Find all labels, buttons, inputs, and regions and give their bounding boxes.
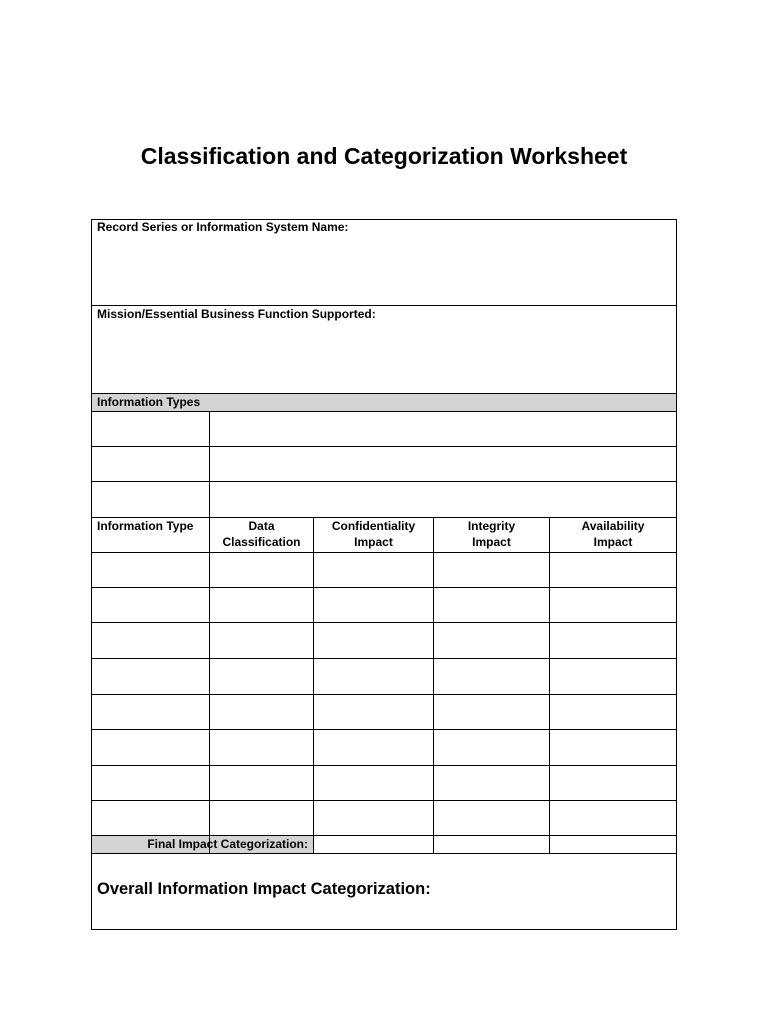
integrity-impact-cell[interactable] [434,695,549,729]
information-type-cell[interactable] [92,766,209,800]
record-series-field[interactable] [92,237,676,305]
confidentiality-impact-cell[interactable] [314,588,433,622]
data-classification-cell[interactable] [210,553,313,587]
availability-impact-cell[interactable] [550,553,676,587]
column-header-line: Data [248,519,275,533]
confidentiality-impact-cell[interactable] [314,659,433,694]
information-type-cell[interactable] [92,801,209,835]
overall-impact-label: Overall Information Impact Categorization: [97,880,431,898]
availability-impact-cell[interactable] [550,766,676,800]
integrity-impact-cell[interactable] [434,623,549,658]
availability-impact-cell[interactable] [550,695,676,729]
column-header-information-type [92,518,209,534]
confidentiality-impact-cell[interactable] [314,766,433,800]
column-header-availability-impact [550,518,676,550]
confidentiality-impact-cell[interactable] [314,730,433,765]
info-type-description-cell[interactable] [210,412,676,445]
column-header-confidentiality-impact [314,518,433,550]
data-classification-cell[interactable] [210,623,313,658]
confidentiality-impact-cell[interactable] [314,801,433,835]
info-type-description-cell[interactable] [210,447,676,480]
information-type-cell[interactable] [92,553,209,587]
data-classification-cell[interactable] [210,730,313,765]
column-header-data-classification [210,518,313,550]
integrity-impact-cell[interactable] [434,730,549,765]
column-header-line: Integrity [467,519,516,533]
information-type-cell[interactable] [92,588,209,622]
data-classification-cell[interactable] [210,588,313,622]
integrity-impact-cell[interactable] [434,801,549,835]
column-header-line: Confidentiality [331,519,416,533]
data-classification-cell[interactable] [210,695,313,729]
confidentiality-impact-cell[interactable] [314,553,433,587]
info-type-code-cell[interactable] [92,447,208,480]
availability-impact-cell[interactable] [550,801,676,835]
column-header-line: Classification [222,535,301,549]
integrity-impact-cell[interactable] [434,588,549,622]
integrity-impact-cell[interactable] [434,659,549,694]
final-confidentiality-cell[interactable] [314,836,433,853]
worksheet-title: Classification and Categorization Worksheet [140,143,628,169]
info-type-description-cell[interactable] [210,482,676,516]
information-type-cell[interactable] [92,730,209,765]
info-type-code-cell[interactable] [92,482,208,516]
mission-function-field[interactable] [92,324,676,393]
record-series-label: Record Series or Information System Name: [97,220,349,234]
integrity-impact-cell[interactable] [434,553,549,587]
mission-function-label: Mission/Essential Business Function Supported: [97,307,376,321]
data-classification-cell[interactable] [210,659,313,694]
information-type-cell[interactable] [92,659,209,694]
column-header-line: Impact [593,535,633,549]
column-header-line: Availability [581,519,645,533]
integrity-impact-cell[interactable] [434,766,549,800]
divider [91,853,677,854]
column-header-integrity-impact [434,518,549,550]
final-availability-cell[interactable] [550,836,676,853]
availability-impact-cell[interactable] [550,659,676,694]
column-header-line: Information Type [97,519,194,533]
availability-impact-cell[interactable] [550,588,676,622]
column-header-line: Impact [354,535,393,549]
availability-impact-cell[interactable] [550,730,676,765]
data-classification-cell[interactable] [210,766,313,800]
info-type-code-cell[interactable] [92,412,208,445]
final-integrity-cell[interactable] [434,836,549,853]
final-impact-label: Final Impact Categorization: [147,837,308,851]
information-type-cell[interactable] [92,695,209,729]
information-types-label: Information Types [97,395,201,409]
confidentiality-impact-cell[interactable] [314,623,433,658]
column-header-line: Impact [472,535,511,549]
confidentiality-impact-cell[interactable] [314,695,433,729]
data-classification-cell[interactable] [210,801,313,835]
availability-impact-cell[interactable] [550,623,676,658]
information-type-cell[interactable] [92,623,209,658]
